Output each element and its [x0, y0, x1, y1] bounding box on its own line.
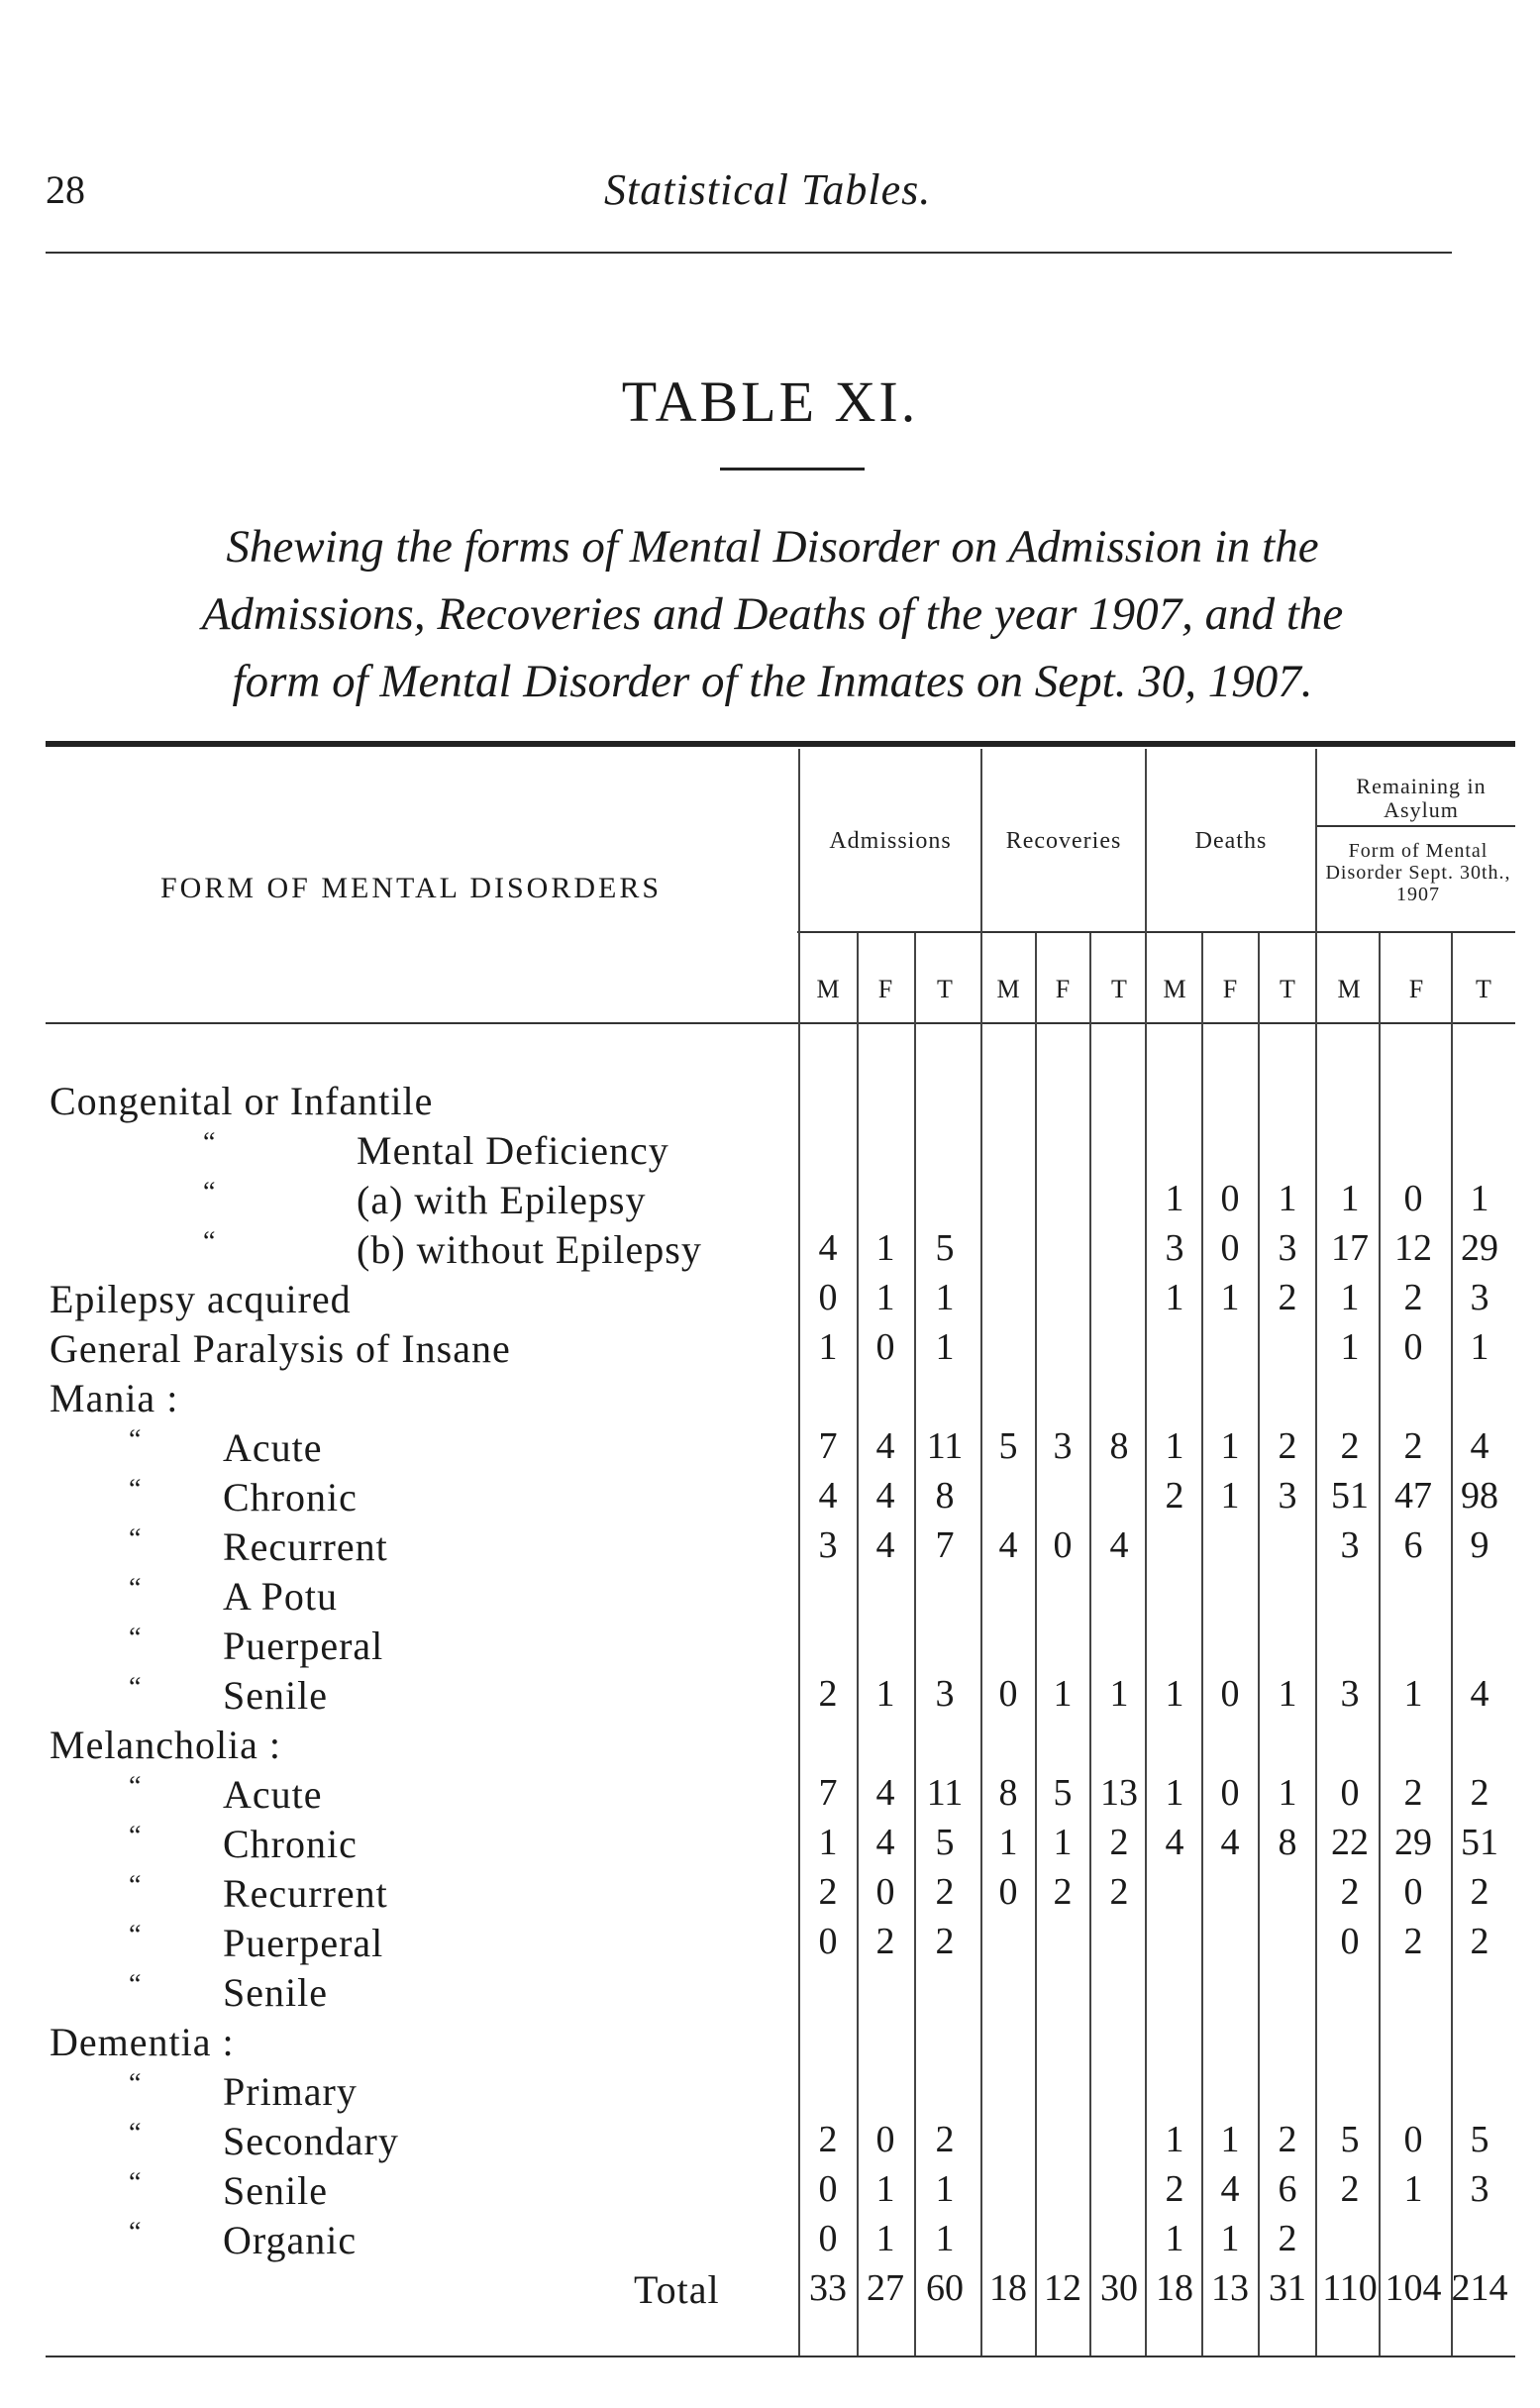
table-row — [0, 1623, 1540, 1672]
table-cell: 12 — [1044, 2267, 1081, 2309]
table-cell: 29 — [1461, 1227, 1498, 1269]
row-label: A Potu — [223, 1574, 339, 1619]
table-cell: 1 — [935, 1326, 955, 1368]
table-cell: 18 — [1156, 2267, 1193, 2309]
table-cell: 11 — [926, 1772, 964, 1814]
table-cell: 3 — [1278, 1475, 1297, 1517]
table-cell: 2 — [1403, 1425, 1423, 1467]
table-cell: 2 — [1278, 2119, 1297, 2160]
table-cell: 1 — [935, 2168, 955, 2210]
table-cell: 110 — [1322, 2267, 1378, 2309]
table-cell: 4 — [875, 1425, 895, 1467]
subheader-m: M — [816, 975, 840, 1003]
row-label: Senile — [223, 1970, 328, 2015]
table-cell: 2 — [818, 2119, 838, 2160]
row-label: Total — [634, 2267, 720, 2312]
table-cell: 1 — [1340, 1178, 1360, 1219]
table-cell: 22 — [1331, 1822, 1369, 1863]
table-cell: 1 — [818, 1822, 838, 1863]
table-cell: 47 — [1394, 1475, 1432, 1517]
table-row — [0, 2266, 1540, 2316]
ditto-mark: “ — [203, 1127, 216, 1158]
table-row — [0, 1424, 1540, 1474]
table-cell: 4 — [1220, 2168, 1240, 2210]
table-cell: 7 — [818, 1772, 838, 1814]
page-number: 28 — [46, 167, 85, 212]
header-bottom-rule — [46, 1022, 1515, 1024]
table-cell: 8 — [1278, 1822, 1297, 1863]
table-cell: 0 — [1220, 1178, 1240, 1219]
table-cell: 6 — [1403, 1524, 1423, 1566]
table-cell: 31 — [1269, 2267, 1306, 2309]
table-row — [0, 1722, 1540, 1771]
table-cell: 1 — [1165, 1178, 1184, 1219]
row-label: Epilepsy acquired — [50, 1277, 352, 1321]
ditto-mark: “ — [129, 1523, 142, 1554]
subheader-f: F — [1408, 975, 1424, 1003]
row-label: Organic — [223, 2218, 358, 2262]
table-row — [0, 1523, 1540, 1573]
table-cell: 1 — [1340, 1277, 1360, 1318]
table-cell: 2 — [818, 1871, 838, 1913]
table-cell: 0 — [1340, 1772, 1360, 1814]
ditto-mark: “ — [129, 1771, 142, 1802]
row-label: Dementia : — [50, 2020, 235, 2064]
table-cell: 2 — [1165, 1475, 1184, 1517]
subheader-m: M — [996, 975, 1020, 1003]
deaths-header: Deaths — [1194, 828, 1268, 854]
remaining-sub-rule — [1317, 825, 1515, 827]
table-cell: 1 — [1278, 1772, 1297, 1814]
table-row — [0, 2019, 1540, 2068]
ditto-mark: “ — [129, 1969, 142, 2000]
running-title: Statistical Tables. — [604, 165, 932, 214]
table-cell: 1 — [1220, 2218, 1240, 2259]
table-row — [0, 1226, 1540, 1276]
table-cell: 60 — [926, 2267, 964, 2309]
caption-line-2: Admissions, Recoveries and Deaths of the year 1907, and the — [201, 588, 1344, 640]
remaining-subheader: Form of Mental Disorder Sept. 30th., 1907 — [1325, 840, 1511, 905]
table-cell: 0 — [1220, 1227, 1240, 1269]
table-cell: 8 — [1109, 1425, 1129, 1467]
table-cell: 1 — [1220, 2119, 1240, 2160]
table-cell: 0 — [875, 1326, 895, 1368]
subheader-t: T — [1476, 975, 1491, 1003]
table-cell: 4 — [1165, 1822, 1184, 1863]
table-row — [0, 1078, 1540, 1127]
table-cell: 0 — [1053, 1524, 1073, 1566]
table-cell: 4 — [875, 1475, 895, 1517]
table-cell: 51 — [1461, 1822, 1498, 1863]
table-cell: 4 — [818, 1227, 838, 1269]
table-cell: 2 — [1109, 1871, 1129, 1913]
row-label: Acute — [223, 1772, 323, 1817]
table-cell: 1 — [1109, 1673, 1129, 1715]
table-cell: 2 — [1340, 1871, 1360, 1913]
table-cell: 2 — [1403, 1921, 1423, 1962]
table-cell: 7 — [818, 1425, 838, 1467]
ditto-mark: “ — [129, 2118, 142, 2148]
table-cell: 4 — [875, 1822, 895, 1863]
table-cell: 5 — [1470, 2119, 1489, 2160]
row-label: Puerperal — [223, 1921, 384, 1965]
table-row — [0, 1276, 1540, 1325]
table-cell: 1 — [1165, 1772, 1184, 1814]
table-cell: 30 — [1100, 2267, 1138, 2309]
table-cell: 2 — [1109, 1822, 1129, 1863]
row-label: Chronic — [223, 1822, 358, 1866]
table-row — [0, 1325, 1540, 1375]
row-label: Acute — [223, 1425, 323, 1470]
row-label: Puerperal — [223, 1623, 384, 1668]
table-row — [0, 1771, 1540, 1821]
table-cell: 5 — [1053, 1772, 1073, 1814]
admissions-header: Admissions — [829, 828, 952, 854]
row-label: Senile — [223, 2168, 328, 2213]
ditto-mark: “ — [129, 1672, 142, 1703]
table-cell: 0 — [1403, 1178, 1423, 1219]
table-cell: 18 — [989, 2267, 1027, 2309]
table-cell: 2 — [1470, 1921, 1489, 1962]
subheader-t: T — [937, 975, 953, 1003]
subheader-f: F — [1055, 975, 1071, 1003]
remaining-header: Remaining in Asylum — [1356, 774, 1487, 822]
table-cell: 12 — [1394, 1227, 1432, 1269]
table-cell: 3 — [818, 1524, 838, 1566]
table-row — [0, 1375, 1540, 1424]
subheader-t: T — [1280, 975, 1295, 1003]
table-top-rule — [46, 741, 1515, 747]
table-cell: 13 — [1211, 2267, 1249, 2309]
caption-line-1: Shewing the forms of Mental Disorder on Admission in the — [226, 521, 1319, 573]
table-cell: 0 — [998, 1673, 1018, 1715]
table-cell: 2 — [875, 1921, 895, 1962]
ditto-mark: “ — [129, 1821, 142, 1851]
table-cell: 5 — [935, 1822, 955, 1863]
table-cell: 17 — [1331, 1227, 1369, 1269]
table-cell: 2 — [1470, 1772, 1489, 1814]
table-row — [0, 1127, 1540, 1177]
table-cell: 9 — [1470, 1524, 1489, 1566]
table-cell: 1 — [1053, 1822, 1073, 1863]
table-bottom-rule — [46, 2356, 1515, 2357]
ditto-mark: “ — [129, 2068, 142, 2099]
ditto-mark: “ — [129, 1474, 142, 1505]
ditto-mark: “ — [129, 1623, 142, 1653]
table-cell: 1 — [935, 1277, 955, 1318]
table-cell: 0 — [1403, 1871, 1423, 1913]
table-cell: 2 — [1278, 1425, 1297, 1467]
table-cell: 1 — [1220, 1277, 1240, 1318]
table-cell: 0 — [1340, 1921, 1360, 1962]
table-row — [0, 1474, 1540, 1523]
table-cell: 6 — [1278, 2168, 1297, 2210]
table-cell: 1 — [875, 1227, 895, 1269]
ditto-mark: “ — [129, 2217, 142, 2248]
table-row — [0, 1920, 1540, 1969]
row-label: (b) without Epilepsy — [357, 1227, 702, 1272]
table-row — [0, 1969, 1540, 2019]
subheader-f: F — [877, 975, 893, 1003]
table-cell: 0 — [818, 1921, 838, 1962]
table-cell: 1 — [818, 1326, 838, 1368]
table-cell: 3 — [1340, 1524, 1360, 1566]
table-cell: 1 — [1053, 1673, 1073, 1715]
ditto-mark: “ — [129, 1870, 142, 1901]
table-cell: 4 — [1470, 1425, 1489, 1467]
table-cell: 4 — [875, 1524, 895, 1566]
table-cell: 1 — [1470, 1178, 1489, 1219]
table-cell: 51 — [1331, 1475, 1369, 1517]
row-label: General Paralysis of Insane — [50, 1326, 511, 1371]
table-cell: 1 — [1278, 1673, 1297, 1715]
table-cell: 4 — [1109, 1524, 1129, 1566]
table-cell: 1 — [1403, 2168, 1423, 2210]
table-cell: 1 — [1340, 1326, 1360, 1368]
table-cell: 104 — [1385, 2267, 1442, 2309]
table-row — [0, 2217, 1540, 2266]
ditto-mark: “ — [129, 1424, 142, 1455]
table-cell: 2 — [1165, 2168, 1184, 2210]
table-cell: 3 — [1470, 1277, 1489, 1318]
row-label: Recurrent — [223, 1871, 388, 1916]
table-row — [0, 2068, 1540, 2118]
row-label: Secondary — [223, 2119, 399, 2163]
table-cell: 2 — [935, 1921, 955, 1962]
table-cell: 1 — [998, 1822, 1018, 1863]
table-cell: 5 — [935, 1227, 955, 1269]
table-cell: 8 — [998, 1772, 1018, 1814]
row-label: Melancholia : — [50, 1723, 282, 1767]
table-cell: 1 — [1403, 1673, 1423, 1715]
row-label: Chronic — [223, 1475, 358, 1519]
table-cell: 3 — [1165, 1227, 1184, 1269]
form-column-header: FORM OF MENTAL DISORDERS — [159, 872, 663, 904]
table-cell: 5 — [1340, 2119, 1360, 2160]
table-cell: 2 — [1278, 1277, 1297, 1318]
table-cell: 0 — [1220, 1673, 1240, 1715]
subheader-f: F — [1222, 975, 1238, 1003]
table-cell: 4 — [1470, 1673, 1489, 1715]
table-cell: 1 — [875, 1673, 895, 1715]
table-cell: 2 — [1403, 1277, 1423, 1318]
table-cell: 2 — [1340, 1425, 1360, 1467]
table-cell: 1 — [875, 2168, 895, 2210]
table-cell: 1 — [1165, 2218, 1184, 2259]
table-cell: 1 — [935, 2218, 955, 2259]
row-label: Senile — [223, 1673, 328, 1718]
table-cell: 1 — [875, 1277, 895, 1318]
row-label: Mania : — [50, 1376, 179, 1420]
table-cell: 33 — [809, 2267, 847, 2309]
table-cell: 2 — [935, 2119, 955, 2160]
ditto-mark: “ — [129, 1573, 142, 1604]
table-cell: 0 — [875, 2119, 895, 2160]
table-title: TABLE XI. — [621, 369, 919, 434]
table-cell: 3 — [1340, 1673, 1360, 1715]
table-cell: 0 — [818, 1277, 838, 1318]
table-cell: 2 — [1340, 2168, 1360, 2210]
table-cell: 3 — [1053, 1425, 1073, 1467]
table-row — [0, 1672, 1540, 1722]
table-cell: 4 — [998, 1524, 1018, 1566]
table-cell: 0 — [818, 2168, 838, 2210]
table-cell: 1 — [875, 2218, 895, 2259]
subheader-m: M — [1337, 975, 1361, 1003]
table-cell: 0 — [1403, 1326, 1423, 1368]
table-cell: 1 — [1278, 1178, 1297, 1219]
table-cell: 0 — [875, 1871, 895, 1913]
table-cell: 98 — [1461, 1475, 1498, 1517]
table-cell: 3 — [1470, 2168, 1489, 2210]
table-cell: 0 — [1220, 1772, 1240, 1814]
row-label: Mental Deficiency — [357, 1128, 669, 1173]
table-cell: 8 — [935, 1475, 955, 1517]
table-cell: 13 — [1100, 1772, 1138, 1814]
subheader-t: T — [1111, 975, 1127, 1003]
table-row — [0, 1177, 1540, 1226]
recoveries-header: Recoveries — [1005, 828, 1122, 854]
caption-line-3: form of Mental Disorder of the Inmates on Sept. 30, 1907. — [232, 656, 1313, 707]
table-cell: 11 — [926, 1425, 964, 1467]
table-row — [0, 2118, 1540, 2167]
table-cell: 0 — [998, 1871, 1018, 1913]
row-label: Congenital or Infantile — [50, 1079, 434, 1123]
table-cell: 2 — [1278, 2218, 1297, 2259]
table-cell: 4 — [818, 1475, 838, 1517]
table-cell: 3 — [935, 1673, 955, 1715]
table-row — [0, 1870, 1540, 1920]
table-cell: 1 — [1165, 1673, 1184, 1715]
table-row — [0, 1821, 1540, 1870]
ditto-mark: “ — [129, 1920, 142, 1950]
row-label: Primary — [223, 2069, 358, 2114]
ditto-mark: “ — [203, 1226, 216, 1257]
table-cell: 2 — [1470, 1871, 1489, 1913]
table-cell: 2 — [818, 1673, 838, 1715]
table-cell: 1 — [1220, 1475, 1240, 1517]
table-cell: 7 — [935, 1524, 955, 1566]
table-cell: 29 — [1394, 1822, 1432, 1863]
table-cell: 1 — [1165, 2119, 1184, 2160]
table-cell: 0 — [1403, 2119, 1423, 2160]
table-row — [0, 1573, 1540, 1623]
ditto-mark: “ — [129, 2167, 142, 2198]
table-cell: 2 — [1053, 1871, 1073, 1913]
subheader-m: M — [1163, 975, 1186, 1003]
table-cell: 1 — [1220, 1425, 1240, 1467]
table-cell: 2 — [935, 1871, 955, 1913]
table-cell: 4 — [875, 1772, 895, 1814]
ditto-mark: “ — [203, 1177, 216, 1207]
table-cell: 0 — [818, 2218, 838, 2259]
row-label: Recurrent — [223, 1524, 388, 1569]
table-cell: 1 — [1165, 1425, 1184, 1467]
table-cell: 1 — [1165, 1277, 1184, 1318]
table-cell: 4 — [1220, 1822, 1240, 1863]
table-cell: 2 — [1403, 1772, 1423, 1814]
table-cell: 3 — [1278, 1227, 1297, 1269]
table-row — [0, 2167, 1540, 2217]
table-cell: 1 — [1470, 1326, 1489, 1368]
table-cell: 5 — [998, 1425, 1018, 1467]
subheader-rule — [797, 931, 1515, 933]
row-label: (a) with Epilepsy — [357, 1178, 647, 1222]
table-cell: 27 — [867, 2267, 904, 2309]
table-cell: 214 — [1451, 2267, 1508, 2309]
